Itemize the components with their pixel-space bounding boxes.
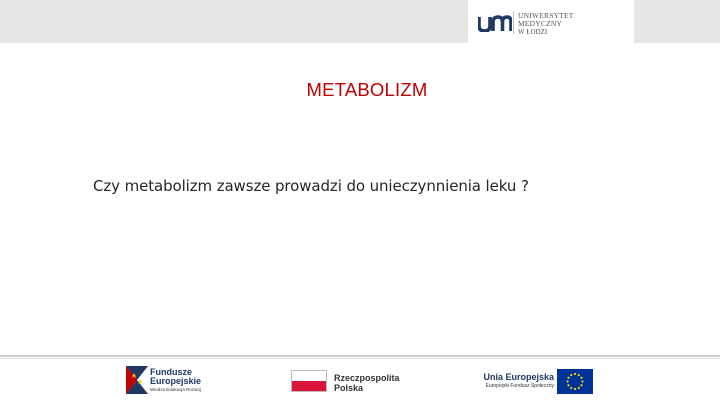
- eu-star-icon: [580, 377, 582, 379]
- um-logo-icon: [478, 12, 512, 32]
- eu-star-icon: [578, 387, 580, 389]
- logo-divider: [513, 11, 514, 34]
- logo-line-1: UNIWERSYTET: [518, 11, 574, 20]
- ue-line-2: Europejski Fundusz Społeczny: [485, 383, 554, 389]
- polish-flag-icon: [291, 370, 327, 392]
- eu-star-icon: [570, 387, 572, 389]
- slide-question: Czy metabolizm zawsze prowadzi do unieczynnienia leku ?: [93, 177, 529, 195]
- eu-star-icon: [574, 388, 576, 390]
- rzeczpospolita-label: [334, 373, 400, 393]
- fe-line-1: Fundusze: [150, 367, 192, 377]
- fundusze-europejskie-label: [150, 368, 201, 394]
- ue-line-1: Unia Europejska: [483, 372, 554, 382]
- eu-star-icon: [578, 374, 580, 376]
- logo-line-2: MEDYCZNY: [518, 19, 563, 28]
- slide-title: METABOLIZM: [306, 79, 428, 100]
- rp-line-1: Rzeczpospolita: [334, 373, 400, 383]
- unia-europejska-label: [474, 372, 554, 390]
- eu-star-icon: [580, 384, 582, 386]
- eu-flag-icon: [557, 369, 593, 394]
- fe-line-3: Wiedza Edukacja Rozwój: [150, 387, 201, 392]
- footer-divider: [0, 355, 720, 357]
- university-name: [518, 12, 574, 36]
- fundusze-europejskie-icon: [124, 364, 150, 396]
- eu-star-icon: [581, 380, 583, 382]
- rp-line-2: Polska: [334, 383, 364, 393]
- footer-divider-thin: [0, 358, 720, 359]
- logo-line-3: W ŁODZI: [518, 28, 548, 36]
- eu-star-icon: [567, 377, 569, 379]
- eu-star-icon: [574, 373, 576, 375]
- eu-star-icon: [570, 374, 572, 376]
- eu-star-icon: [567, 384, 569, 386]
- university-logo: [468, 0, 634, 43]
- fe-line-2: Europejskie: [150, 376, 202, 386]
- eu-star-icon: [566, 380, 568, 382]
